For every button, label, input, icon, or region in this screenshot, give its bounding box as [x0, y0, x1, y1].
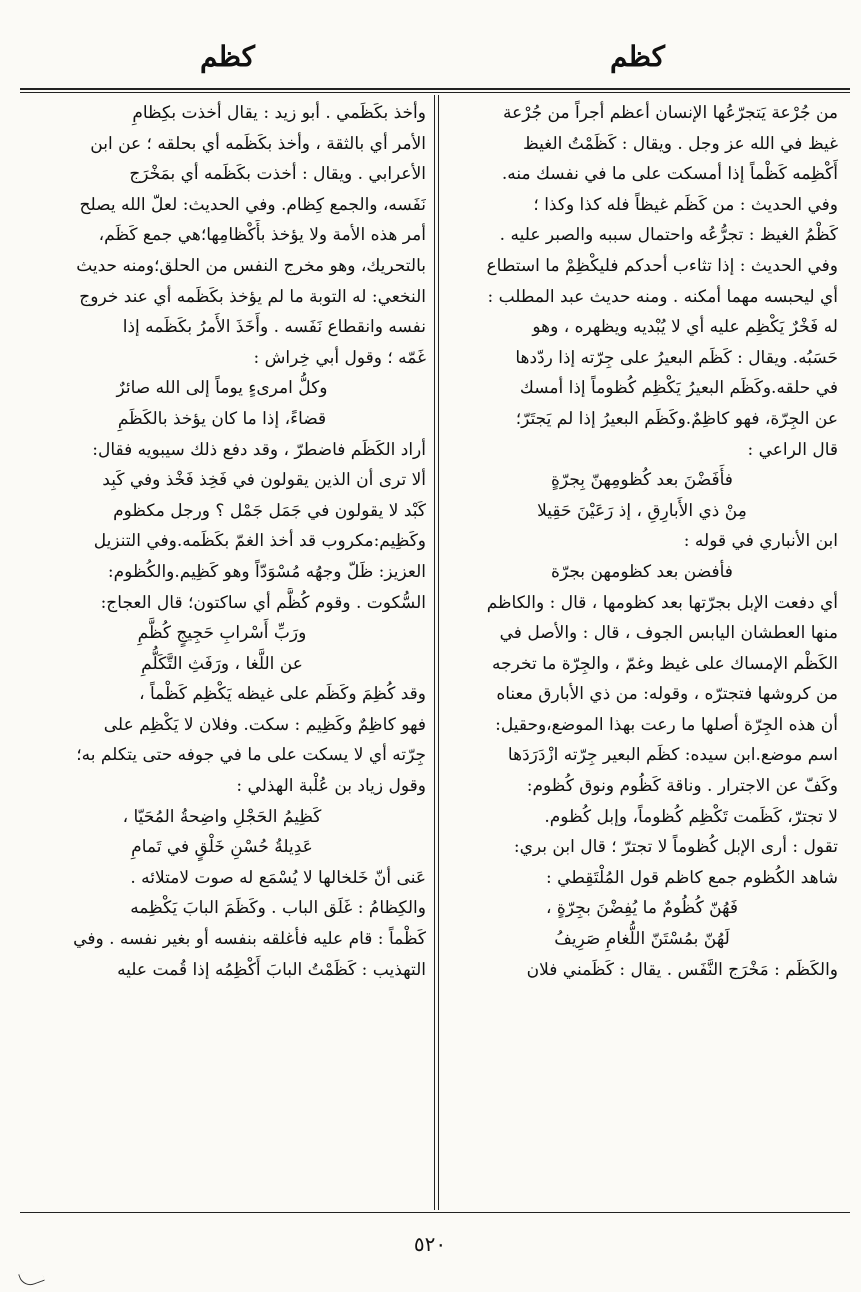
text-line: ألا ترى أن الذين يقولون في فَخِذ فَخْذ وفي كَبِد: [102, 470, 426, 491]
text-line: من جُرْعة يَتجرّعُها الإنسان أعظم أجراً من جُرْعة: [502, 103, 838, 123]
top-rule: [20, 88, 850, 90]
verse-line: فأَفَضْنَ بعد كُظومِهنّ بِجرّةٍ: [551, 470, 733, 491]
margin-pen-mark: [18, 1267, 45, 1289]
text-line: العزيز: ظَلّ وجهُه مُسْوَدّاً وهو كَظِيم.والكُظوم:: [107, 561, 426, 582]
text-line: جِرّته أي لا يسكت على ما في جوفه حتى يتكلم به؛: [76, 745, 426, 766]
text-line: نَفَسه، والجمع كِظام. وفي الحديث: لعلّ الله يصلح: [79, 194, 426, 215]
text-line: عَنى أنّ خَلخالها لا يُسْمَع له صوت لامتلائه .: [130, 867, 426, 888]
text-line: قال الراعي :: [747, 439, 838, 460]
text-line: النخعي: له التوبة ما لم يؤخذ بكَظَمه أي عند خروج: [79, 286, 426, 307]
text-line: والكِظامُ : غَلَق الباب . وكَظَمَ البابَ يَكْظِمه: [130, 898, 426, 919]
text-line: الأعرابي . ويقال : أخذت بكَظَمه أي بمَخْرَج: [129, 164, 426, 185]
text-line: الكَظْم الإمساك على غيظ وغمّ ، والجِرّة ما تخرجه: [491, 653, 838, 674]
text-line: أي ليحبسه مهما أمكنه . ومنه حديث عبد المطلب :: [487, 286, 838, 307]
text-line: من كروشها فتجترّه ، وقوله: من ذي الأبارق معناه: [496, 684, 838, 705]
text-line: التهذيب : كَظَمْتُ البابَ أَكْظِمُه إذا قُمت عليه: [117, 959, 426, 980]
text-line: نفسه وانقطاع نَفَسه . وأَخَذَ الأَمرُ بكَظَمه إذا: [122, 317, 426, 338]
top-rule-thin: [20, 92, 850, 93]
text-line: في حلقه.وكَظَم البعيرُ يَكْظِم كُظوماً إذا أمسك: [519, 378, 838, 399]
column-divider: [434, 95, 435, 1210]
verse-line: عَدِيلةُ حُسْنِ خَلْقٍ في تَمامِ: [131, 837, 313, 858]
text-line: كَظْمُ الغيظ : تجرُّعُه واحتمال سببه والصبر عليه .: [499, 225, 838, 246]
text-line: حَسَبُه. ويقال : كَظَم البعيرُ على جِرّته إذا ردّدها: [515, 347, 838, 368]
page-number: ٥٢٠: [413, 1232, 447, 1256]
text-line: وأخذ بكَظَمي . أبو زيد : يقال أخذت بكِظامِ: [132, 103, 426, 123]
text-line: الأمر أي بالثقة ، وأخذ بكَظَمه أي بحلقه ؛ عن ابن: [90, 133, 426, 154]
text-line: لا تجترّ، كَظَمت تَكْظِم كُظوماً، وإبل كُظوم.: [544, 806, 838, 827]
left-column-header: كظم: [200, 40, 255, 73]
text-line: تقول : أرى الإبل كُظوماً لا تجترّ ؛ قال ابن بري:: [513, 837, 838, 858]
text-line: السُّكوت . وقوم كُظَّم أي ساكتون؛ قال العجاج:: [100, 592, 426, 613]
text-line: له فَخْرٌ يَكْظِم عليه أي لا يُبْديه ويظهره ، وهو: [532, 317, 838, 338]
text-line: منها العطشان اليابس الجوف ، قال : والأصل في: [499, 623, 838, 644]
text-line: عن الجِرّة، فهو كاظِمٌ.وكَظَم البعيرُ إذا لم يَجتَرّ؛: [515, 408, 838, 429]
verse-line: ورَبِّ أَسْرابِ حَجِيجٍ كُظَّمِ: [137, 623, 307, 644]
right-column-text: [446, 98, 838, 985]
text-line: كَظْماً : قام عليه فأغلقه بنفسه أو بغير نفسه . وفي: [73, 929, 426, 950]
text-line: أَكْظِمه كَظْماً إذا أمسكت على ما في نفسك منه.: [501, 164, 838, 185]
text-line: اسم موضع.ابن سيده: كظَم البعير جِرّته ازْدَرَدَها: [507, 745, 838, 766]
text-line: وقد كُظِمَ وكَظَم على غيظه يَكْظِم كَظْماً ،: [139, 684, 426, 705]
text-line: وكَفّ عن الاجترار . وناقة كَظُوم ونوق كُظوم:: [526, 776, 838, 797]
verse-line: لَهُنّ بمُسْتَنّ اللُّغامِ صَرِيفُ: [554, 929, 730, 950]
text-line: شاهد الكُظوم جمع كاظم قول المُلْتَقِطي :: [546, 867, 838, 888]
verse-line: عن اللَّغا ، ورَفَثِ التَّكَلُّمِ: [141, 653, 303, 674]
left-column-text: [18, 98, 426, 985]
verse-line: قضاءً، إذا ما كان يؤخذ بالكَظَمِ: [117, 408, 327, 429]
verse-line: كَظِيمُ الحَجْلِ واضِحةُ المُحَيّا ،: [122, 806, 322, 827]
column-divider-second: [438, 95, 439, 1210]
verse-line: مِنْ ذي الأَبارِقِ ، إذ رَعَيْنَ حَقِيلا: [537, 500, 747, 521]
text-line: أراد الكَظَم فاضطرّ ، وقد دفع ذلك سيبويه فقال:: [92, 439, 426, 460]
text-line: والكَظَم : مَخْرَج النَّفَس . يقال : كَظَمني فلان: [526, 959, 838, 980]
text-line: أي دفعت الإبل بجرّتها بعد كظومها ، قال : والكاظم: [486, 592, 838, 613]
text-line: أمر هذه الأمة ولا يؤخذ بأَكْظامِها؛هي جمع كَظَم،: [98, 225, 426, 246]
text-line: غيظ في الله عز وجل . ويقال : كَظَمْتُ الغيظ: [523, 133, 838, 154]
text-line: ابن الأنباري في قوله :: [683, 531, 838, 552]
verse-line: وكلُّ امرىءٍ يوماً إلى الله صائرٌ: [116, 378, 328, 399]
text-line: كَبْد لا يقولون في جَمَل جَمْل ؟ ورجل مكظوم: [113, 500, 426, 521]
right-column-header: كظم: [610, 40, 665, 73]
text-line: وفي الحديث : إذا تثاءب أحدكم فليكْظِمْ ما استطاع: [486, 255, 838, 276]
text-line: غَمّه ؛ وقول أبي خِراش :: [253, 347, 426, 368]
text-line: وفي الحديث : من كَظَم غيظاً فله كذا وكذا ؛: [533, 194, 838, 215]
verse-line: فَهُنّ كُظُومٌ ما يُفِضْنَ بجِرّةٍ ،: [545, 898, 739, 919]
text-line: فهو كاظِمٌ وكَظِيم : سكت. وفلان لا يَكْظِم على: [103, 714, 426, 735]
text-line: وقول زياد بن عُلْبة الهذلي :: [236, 776, 426, 797]
text-line: بالتحريك، وهو مخرج النفس من الحلق؛ومنه حديث: [76, 255, 426, 276]
text-line: أن هذه الجِرّة أصلها ما رعت بهذا الموضع،وحقيل:: [495, 714, 838, 735]
bottom-rule: [20, 1212, 850, 1213]
text-line: وكَظِيم:مكروب قد أخذ الغمّ بكَظَمه.وفي التنزيل: [93, 531, 426, 552]
verse-line: فأفضن بعد كظومهن بجرّة: [551, 561, 733, 582]
